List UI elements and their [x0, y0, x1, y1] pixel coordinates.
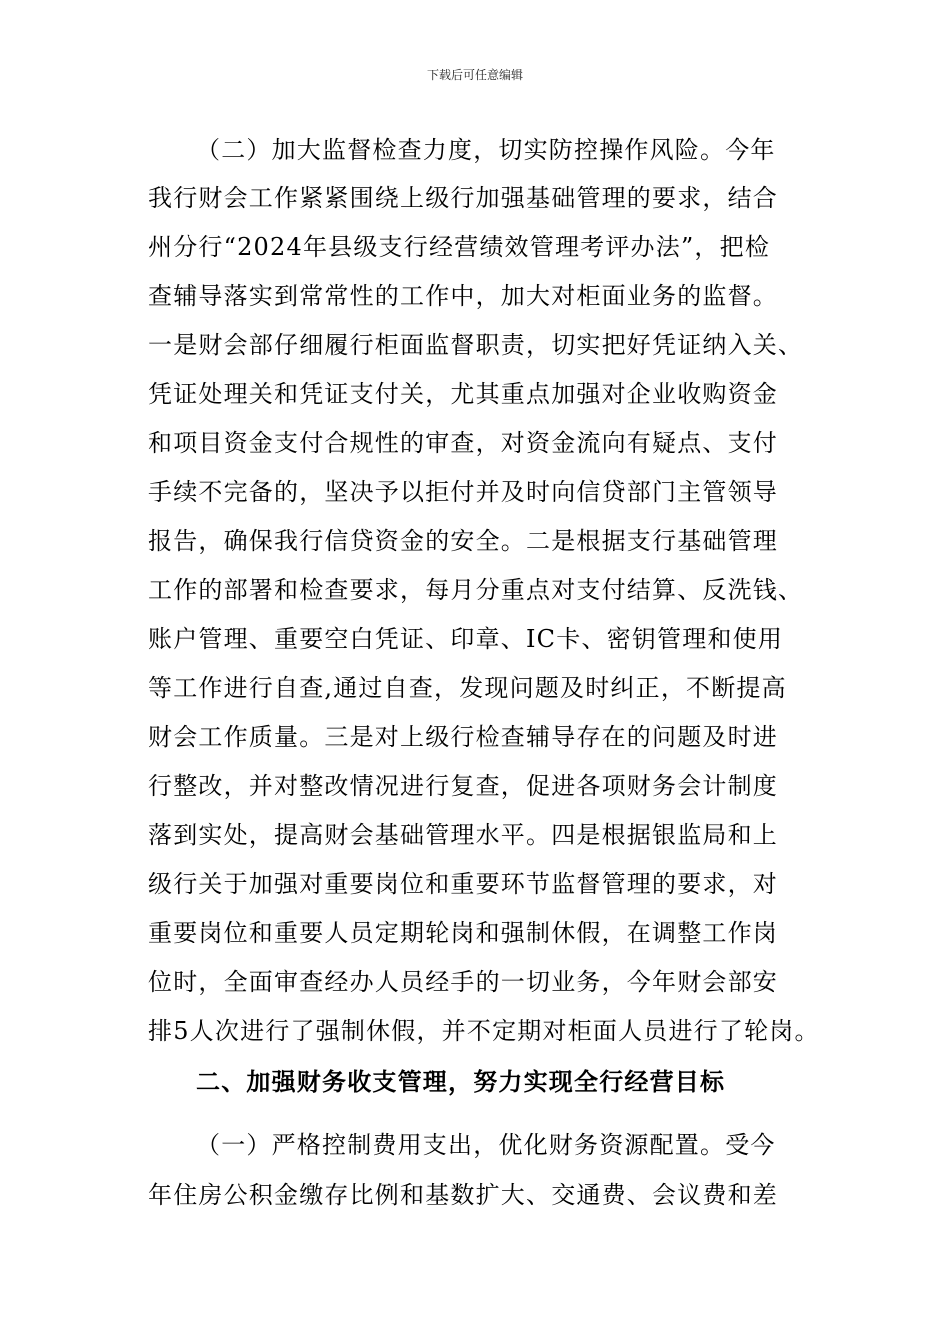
paragraph-line-4: 查辅导落实到常常性的工作中，加大对柜面业务的监督。 — [148, 282, 778, 310]
paragraph-line-17: 重要岗位和重要人员定期轮岗和强制休假，在调整工作岗 — [148, 919, 778, 947]
paragraph-line-14: 行整改，并对整改情况进行复查，促进各项财务会计制度 — [148, 772, 778, 800]
paragraph-line-21: 年住房公积金缴存比例和基数扩大、交通费、会议费和差 — [148, 1181, 778, 1209]
paragraph-line-11: 账户管理、重要空白凭证、印章、IC卡、密钥管理和使用 — [148, 625, 784, 653]
paragraph-line-8: 手续不完备的，坚决予以拒付并及时向信贷部门主管领导 — [148, 478, 778, 506]
paragraph-line-10: 工作的部署和检查要求，每月分重点对支付结算、反洗钱、 — [148, 576, 804, 604]
paragraph-line-6: 凭证处理关和凭证支付关，尤其重点加强对企业收购资金 — [148, 380, 778, 408]
header-note: 下载后可任意编辑 — [426, 68, 523, 82]
paragraph-line-1: （二）加大监督检查力度，切实防控操作风险。今年 — [196, 136, 776, 164]
paragraph-line-20: （一）严格控制费用支出，优化财务资源配置。受今 — [196, 1131, 776, 1159]
paragraph-line-18: 位时，全面审查经办人员经手的一切业务，今年财会部安 — [148, 968, 778, 996]
paragraph-line-5: 一是财会部仔细履行柜面监督职责，切实把好凭证纳入关、 — [148, 331, 804, 359]
paragraph-line-15: 落到实处，提高财会基础管理水平。四是根据银监局和上 — [148, 821, 778, 849]
paragraph-line-13: 财会工作质量。三是对上级行检查辅导存在的问题及时进 — [148, 723, 778, 751]
paragraph-line-16: 级行关于加强对重要岗位和重要环节监督管理的要求，对 — [148, 870, 778, 898]
paragraph-line-12: 等工作进行自查,通过自查，发现问题及时纠正，不断提高 — [148, 674, 787, 702]
paragraph-line-7: 和项目资金支付合规性的审查，对资金流向有疑点、支付 — [148, 429, 778, 457]
paragraph-line-19: 排5人次进行了强制休假，并不定期对柜面人员进行了轮岗。 — [148, 1017, 820, 1045]
paragraph-line-2: 我行财会工作紧紧围绕上级行加强基础管理的要求，结合 — [148, 184, 778, 212]
section-heading: 二、加强财务收支管理，努力实现全行经营目标 — [196, 1067, 726, 1096]
paragraph-line-9: 报告，确保我行信贷资金的安全。二是根据支行基础管理 — [148, 527, 778, 555]
paragraph-line-3: 州分行“2024年县级支行经营绩效管理考评办法”，把检 — [148, 233, 771, 261]
